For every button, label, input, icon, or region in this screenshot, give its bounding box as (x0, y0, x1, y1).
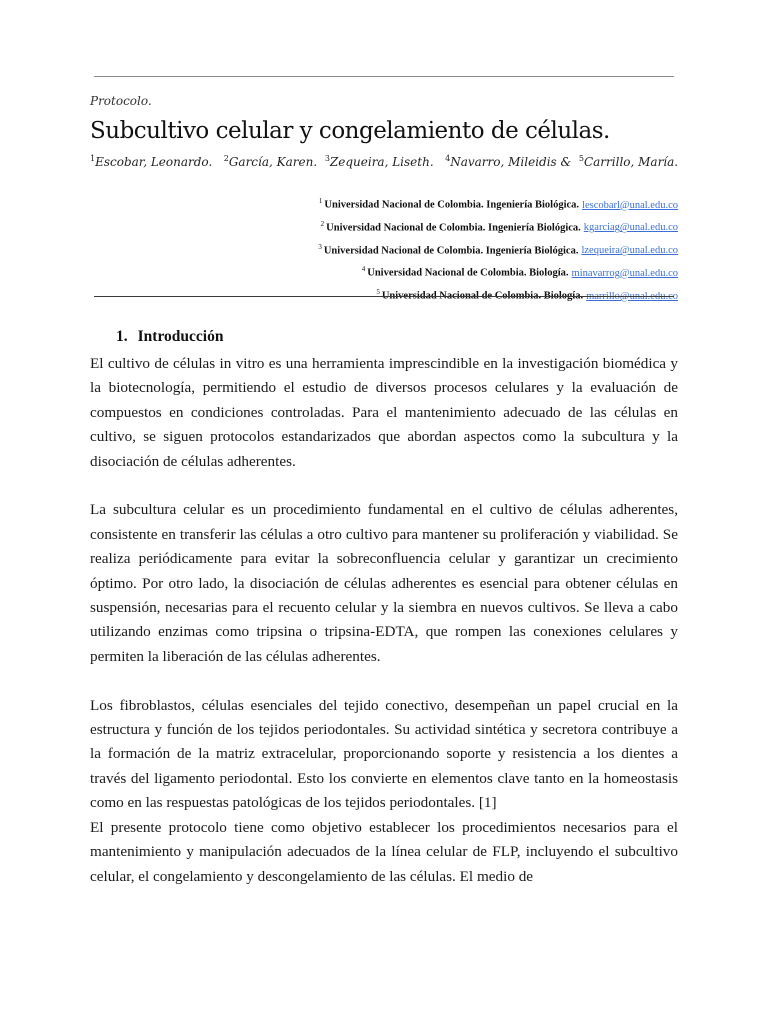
author-list: $^1$Escobar, Leonardo. $^2$García, Karen. $^3$Zequeira, Liseth. $^4$Navarro, Mileidis & $^5$Carrillo, María. (90, 154, 679, 169)
affiliation-item (78, 260, 678, 283)
affiliation-item (78, 192, 678, 215)
affiliation-institution: Universidad Nacional de Colombia. Biología. (381, 290, 584, 302)
section-number: 1. (116, 328, 128, 345)
affiliation-number: 1 (318, 197, 323, 205)
header-divider (94, 296, 674, 297)
author-name: Zequeira, Liseth. (329, 155, 434, 169)
affiliation-item (78, 215, 678, 238)
author-number: 1 (90, 154, 96, 163)
affiliation-number: 4 (361, 265, 366, 274)
affiliation-institution: Universidad Nacional de Colombia. Ingeniería Biológica. (324, 199, 580, 211)
affiliation-item (78, 238, 678, 261)
author-name: Carrillo, María. (583, 155, 679, 169)
body-paragraph: El presente protocolo tiene como objetivo establecer los procedimientos necesarios para el mantenimiento y manipulación adecuados de la línea celular de FLP, incluyendo el subcultivo celular, el congelamiento y descongelamiento de las células. El medio de (90, 818, 678, 885)
affiliation-item (78, 283, 678, 306)
author-name: Navarro, Mileidis (450, 155, 557, 169)
section-heading (116, 328, 223, 346)
affiliation-institution: Universidad Nacional de Colombia. Biología. (367, 267, 569, 279)
body-paragraph: La subcultura celular es un procedimiento fundamental en el cultivo de células adherentes, consistente en transferir las células a otro cultivo para mantener su proliferación y viabilidad. Se realiza periódicamente para evitar la sobreconfluencia celular y garantizar un crecimiento óptimo. Por otro lado, la disociación de células adherentes es esencial para obtener células en suspensión, necesarias para el recuento celular y la siembra en nuevos cultivos. Se lleva a cabo utilizando enzimas como tripsina o tripsina-EDTA, que rompen las conexiones celulares y permiten la liberación de las células adherentes. (90, 501, 678, 665)
author-name: García, Karen. (228, 155, 318, 169)
author-number: 5 (578, 154, 584, 163)
affiliation-institution: Universidad Nacional de Colombia. Ingeniería Biológica. (323, 245, 579, 257)
section-body (90, 352, 678, 889)
affiliation-email-link[interactable]: lzequeira@unal.edu.co (581, 245, 678, 257)
section-title: Introducción (137, 328, 224, 345)
author-number: 4 (445, 154, 451, 163)
paper-title: Subcultivo celular y congelamiento de células. (90, 118, 610, 144)
affiliation-institution: Universidad Nacional de Colombia. Ingeniería Biológica. (326, 222, 581, 234)
body-paragraph: El cultivo de células in vitro es una herramienta imprescindible en la investigación biomédica y la biotecnología, permitiendo el estudio de diversos procesos celulares y la evaluación de compuestos en condiciones controladas. Para el mantenimiento adecuado de las células en cultivo, se siguen protocolos estandarizados que abordan aspectos como la subcultura y la disociación de células adherentes. (90, 355, 678, 470)
affiliation-email-link[interactable]: kgarciag@unal.edu.co (583, 222, 678, 234)
author-number: 2 (223, 154, 229, 163)
affiliation-email-link[interactable]: minavarrog@unal.edu.co (571, 267, 678, 279)
affiliation-list (78, 192, 678, 306)
affiliation-number: 3 (318, 242, 322, 251)
author-number: 3 (324, 154, 330, 163)
affiliation-email-link[interactable]: marrillo@unal.edu.co (586, 290, 678, 302)
affiliation-number: 5 (376, 288, 380, 297)
document-type-label: Protocolo. (90, 94, 152, 108)
top-rule (94, 76, 674, 77)
body-paragraph: Los fibroblastos, células esenciales del tejido conectivo, desempeñan un papel crucial en la estructura y función de los tejidos periodontales. Su actividad sintética y secretora contribuye a la formación de la matriz extracelular, proporcionando soporte y resistencia a los dientes a través del ligamento periodontal. Esto los convierte en elementos clave tanto en la homeostasis como en las respuestas patológicas de los tejidos periodontales. [1] (90, 696, 678, 812)
affiliation-number: 2 (320, 219, 325, 228)
author-name: Escobar, Leonardo. (95, 155, 213, 169)
affiliation-email-link[interactable]: lescobarl@unal.edu.co (582, 199, 678, 211)
